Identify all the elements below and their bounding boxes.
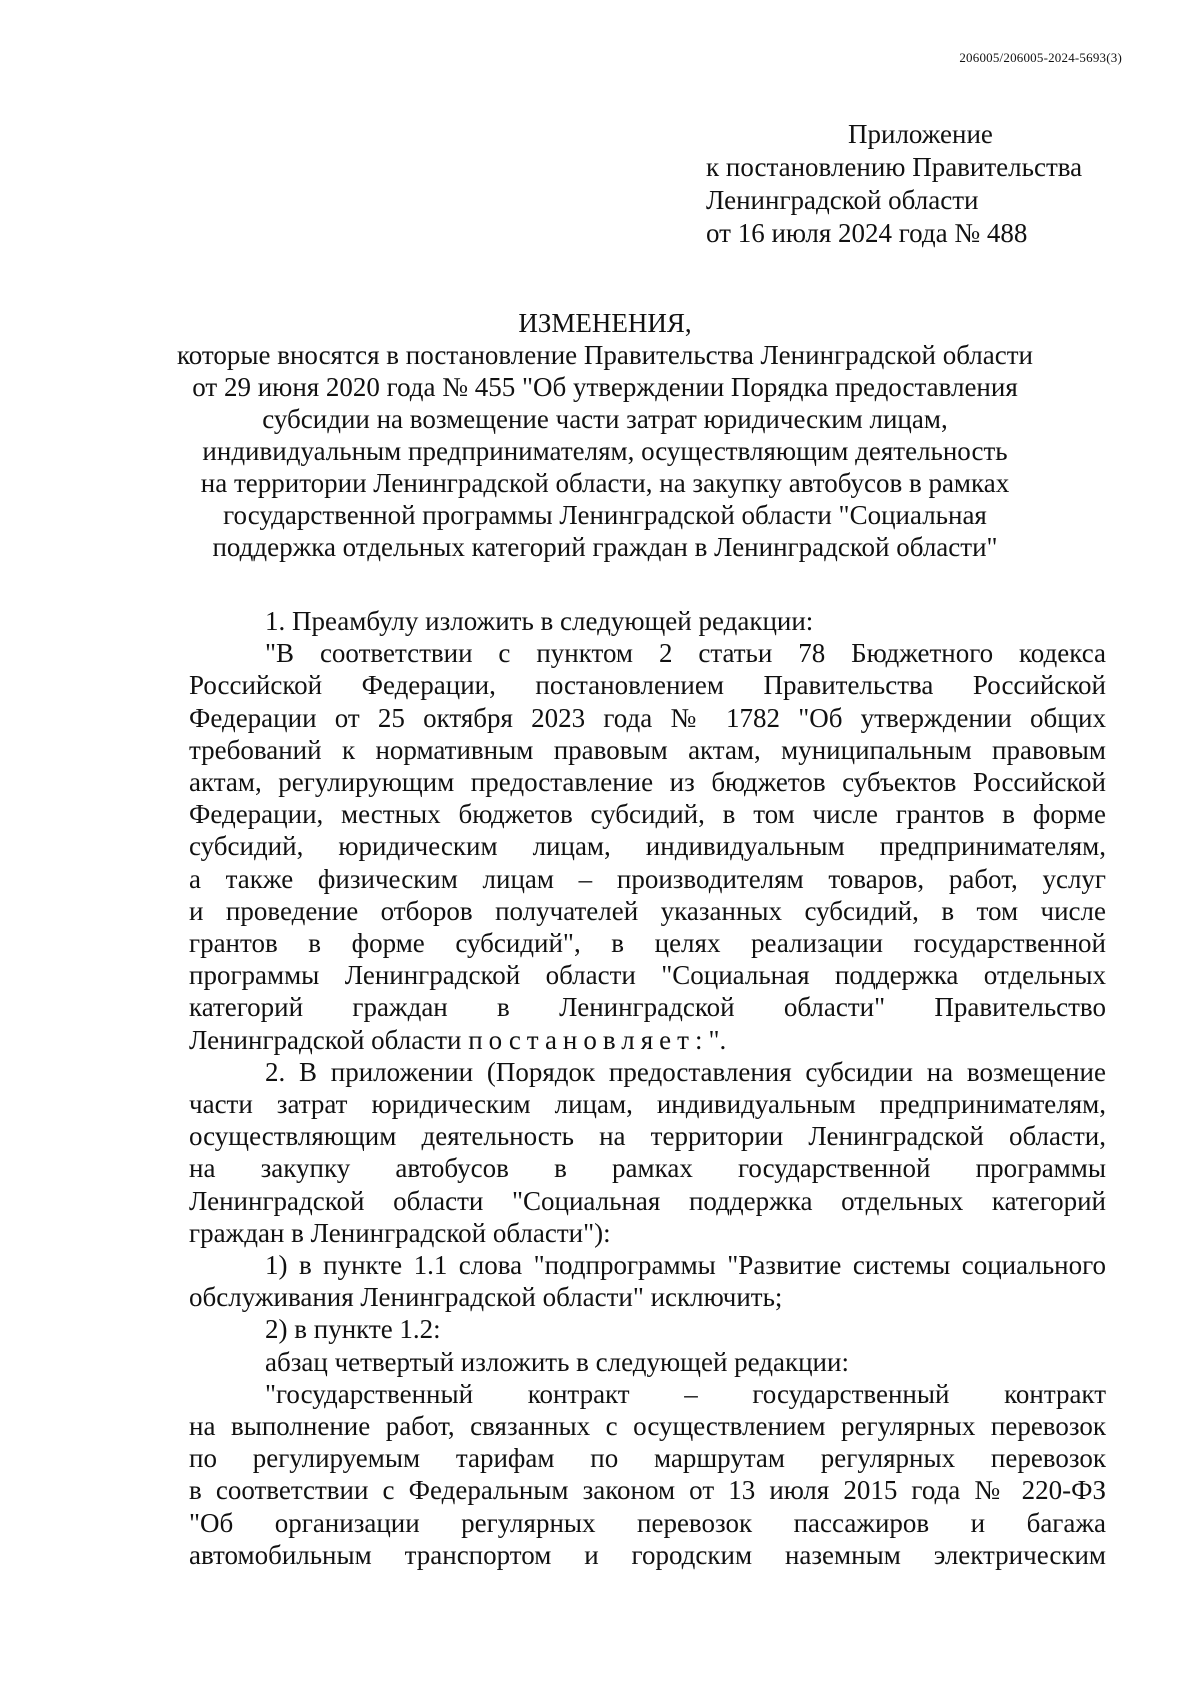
heading-title: ИЗМЕНЕНИЯ, xyxy=(518,308,692,338)
appendix-line-4: от 16 июля 2024 года № 488 xyxy=(706,218,1028,248)
appendix-line-3: Ленинградской области xyxy=(706,185,979,215)
paragraph-3-line: на закупку автобусов в рамках государственной программы xyxy=(189,1153,1106,1184)
document-body xyxy=(189,605,1106,1571)
paragraph-2-line: Российской Федерации, постановлением Правительства Российской xyxy=(189,670,1106,701)
paragraph-2-line: и проведение отборов получателей указанных субсидий, в том числе xyxy=(189,895,1106,926)
paragraph-2-line: "В соответствии с пунктом 2 статьи 78 Бюджетного кодекса xyxy=(265,638,1106,669)
heading-line: поддержка отдельных категорий граждан в Ленинградской области" xyxy=(212,532,998,562)
paragraph-7-line: автомобильным транспортом и городским наземным электрическим xyxy=(189,1539,1106,1570)
paragraph-7-line: "Об организации регулярных перевозок пассажиров и багажа xyxy=(189,1507,1106,1538)
paragraph-7 xyxy=(189,1378,1106,1571)
paragraph-7-line: по регулируемым тарифам по маршрутам регулярных перевозок xyxy=(189,1443,1106,1474)
paragraph-7-line: в соответствии с Федеральным законом от 13 июля 2015 года № 220-ФЗ xyxy=(189,1475,1106,1506)
heading-line: индивидуальным предпринимателям, осуществляющим деятельность xyxy=(202,436,1008,466)
paragraph-3-line: Ленинградской области "Социальная поддержка отдельных категорий xyxy=(189,1185,1106,1216)
decree-word: постановляет: xyxy=(468,1024,709,1055)
appendix-block xyxy=(706,118,1082,250)
paragraph-2-line: субсидий, юридическим лицам, индивидуальным предпринимателям, xyxy=(189,831,1106,862)
paragraph-6: абзац четвертый изложить в следующей редакции: xyxy=(265,1346,849,1377)
appendix-line-2: к постановлению Правительства xyxy=(706,152,1083,182)
heading-line: субсидии на возмещение части затрат юридическим лицам, xyxy=(262,404,948,434)
paragraph-1: 1. Преамбулу изложить в следующей редакции: xyxy=(265,606,814,636)
paragraph-4 xyxy=(189,1249,1106,1313)
paragraph-5: 2) в пункте 1.2: xyxy=(265,1314,441,1345)
heading-line: которые вносятся в постановление Правительства Ленинградской области xyxy=(176,340,1033,370)
paragraph-2-line: а также физическим лицам – производителям товаров, работ, услуг xyxy=(189,863,1106,894)
paragraph-2-last-line xyxy=(189,1024,1106,1056)
paragraph-7-line: на выполнение работ, связанных с осуществлением регулярных перевозок xyxy=(189,1411,1106,1442)
paragraph-3-line: осуществляющим деятельность на территории Ленинградской области, xyxy=(189,1121,1106,1152)
paragraph-3-line: 2. В приложении (Порядок предоставления субсидии на возмещение xyxy=(265,1056,1106,1087)
heading-line: на территории Ленинградской области, на закупку автобусов в рамках xyxy=(200,468,1010,498)
paragraph-3-line: части затрат юридическим лицам, индивидуальным предпринимателям, xyxy=(189,1089,1106,1120)
paragraph-2-line: Федерации, местных бюджетов субсидий, в том числе грантов в форме xyxy=(189,799,1106,830)
changes-heading xyxy=(160,307,1050,563)
paragraph-2-line: требований к нормативным правовым актам, муниципальным правовым xyxy=(189,734,1106,765)
document-number: 206005/206005-2024-5693(3) xyxy=(959,50,1122,65)
heading-line: от 29 июня 2020 года № 455 "Об утверждении Порядка предоставления xyxy=(192,372,1018,402)
paragraph-3-line: граждан в Ленинградской области"): xyxy=(189,1217,611,1248)
paragraph-4-line: обслуживания Ленинградской области" исключить; xyxy=(189,1282,783,1313)
paragraph-2-last-text: Ленинградской области xyxy=(189,1024,469,1055)
paragraph-2-line: грантов в форме субсидий", в целях реализации государственной xyxy=(189,928,1106,959)
appendix-title: Приложение xyxy=(848,119,993,149)
paragraph-2 xyxy=(189,637,1106,1056)
paragraph-2-line: актам, регулирующим предоставление из бюджетов субъектов Российской xyxy=(189,767,1106,798)
paragraph-2-line: программы Ленинградской области "Социальная поддержка отдельных xyxy=(189,960,1106,991)
paragraph-7-line: "государственный контракт – государственный контракт xyxy=(265,1378,1106,1409)
paragraph-2-line: Федерации от 25 октября 2023 года № 1782 "Об утверждении общих xyxy=(189,702,1106,733)
paragraph-2-line: категорий граждан в Ленинградской области" Правительство xyxy=(189,992,1106,1023)
paragraph-3 xyxy=(189,1056,1106,1249)
paragraph-2-closing: ". xyxy=(708,1024,727,1055)
heading-line: государственной программы Ленинградской области "Социальная xyxy=(223,500,987,530)
paragraph-4-line: 1) в пункте 1.1 слова "подпрограммы "Развитие системы социального xyxy=(265,1250,1106,1281)
